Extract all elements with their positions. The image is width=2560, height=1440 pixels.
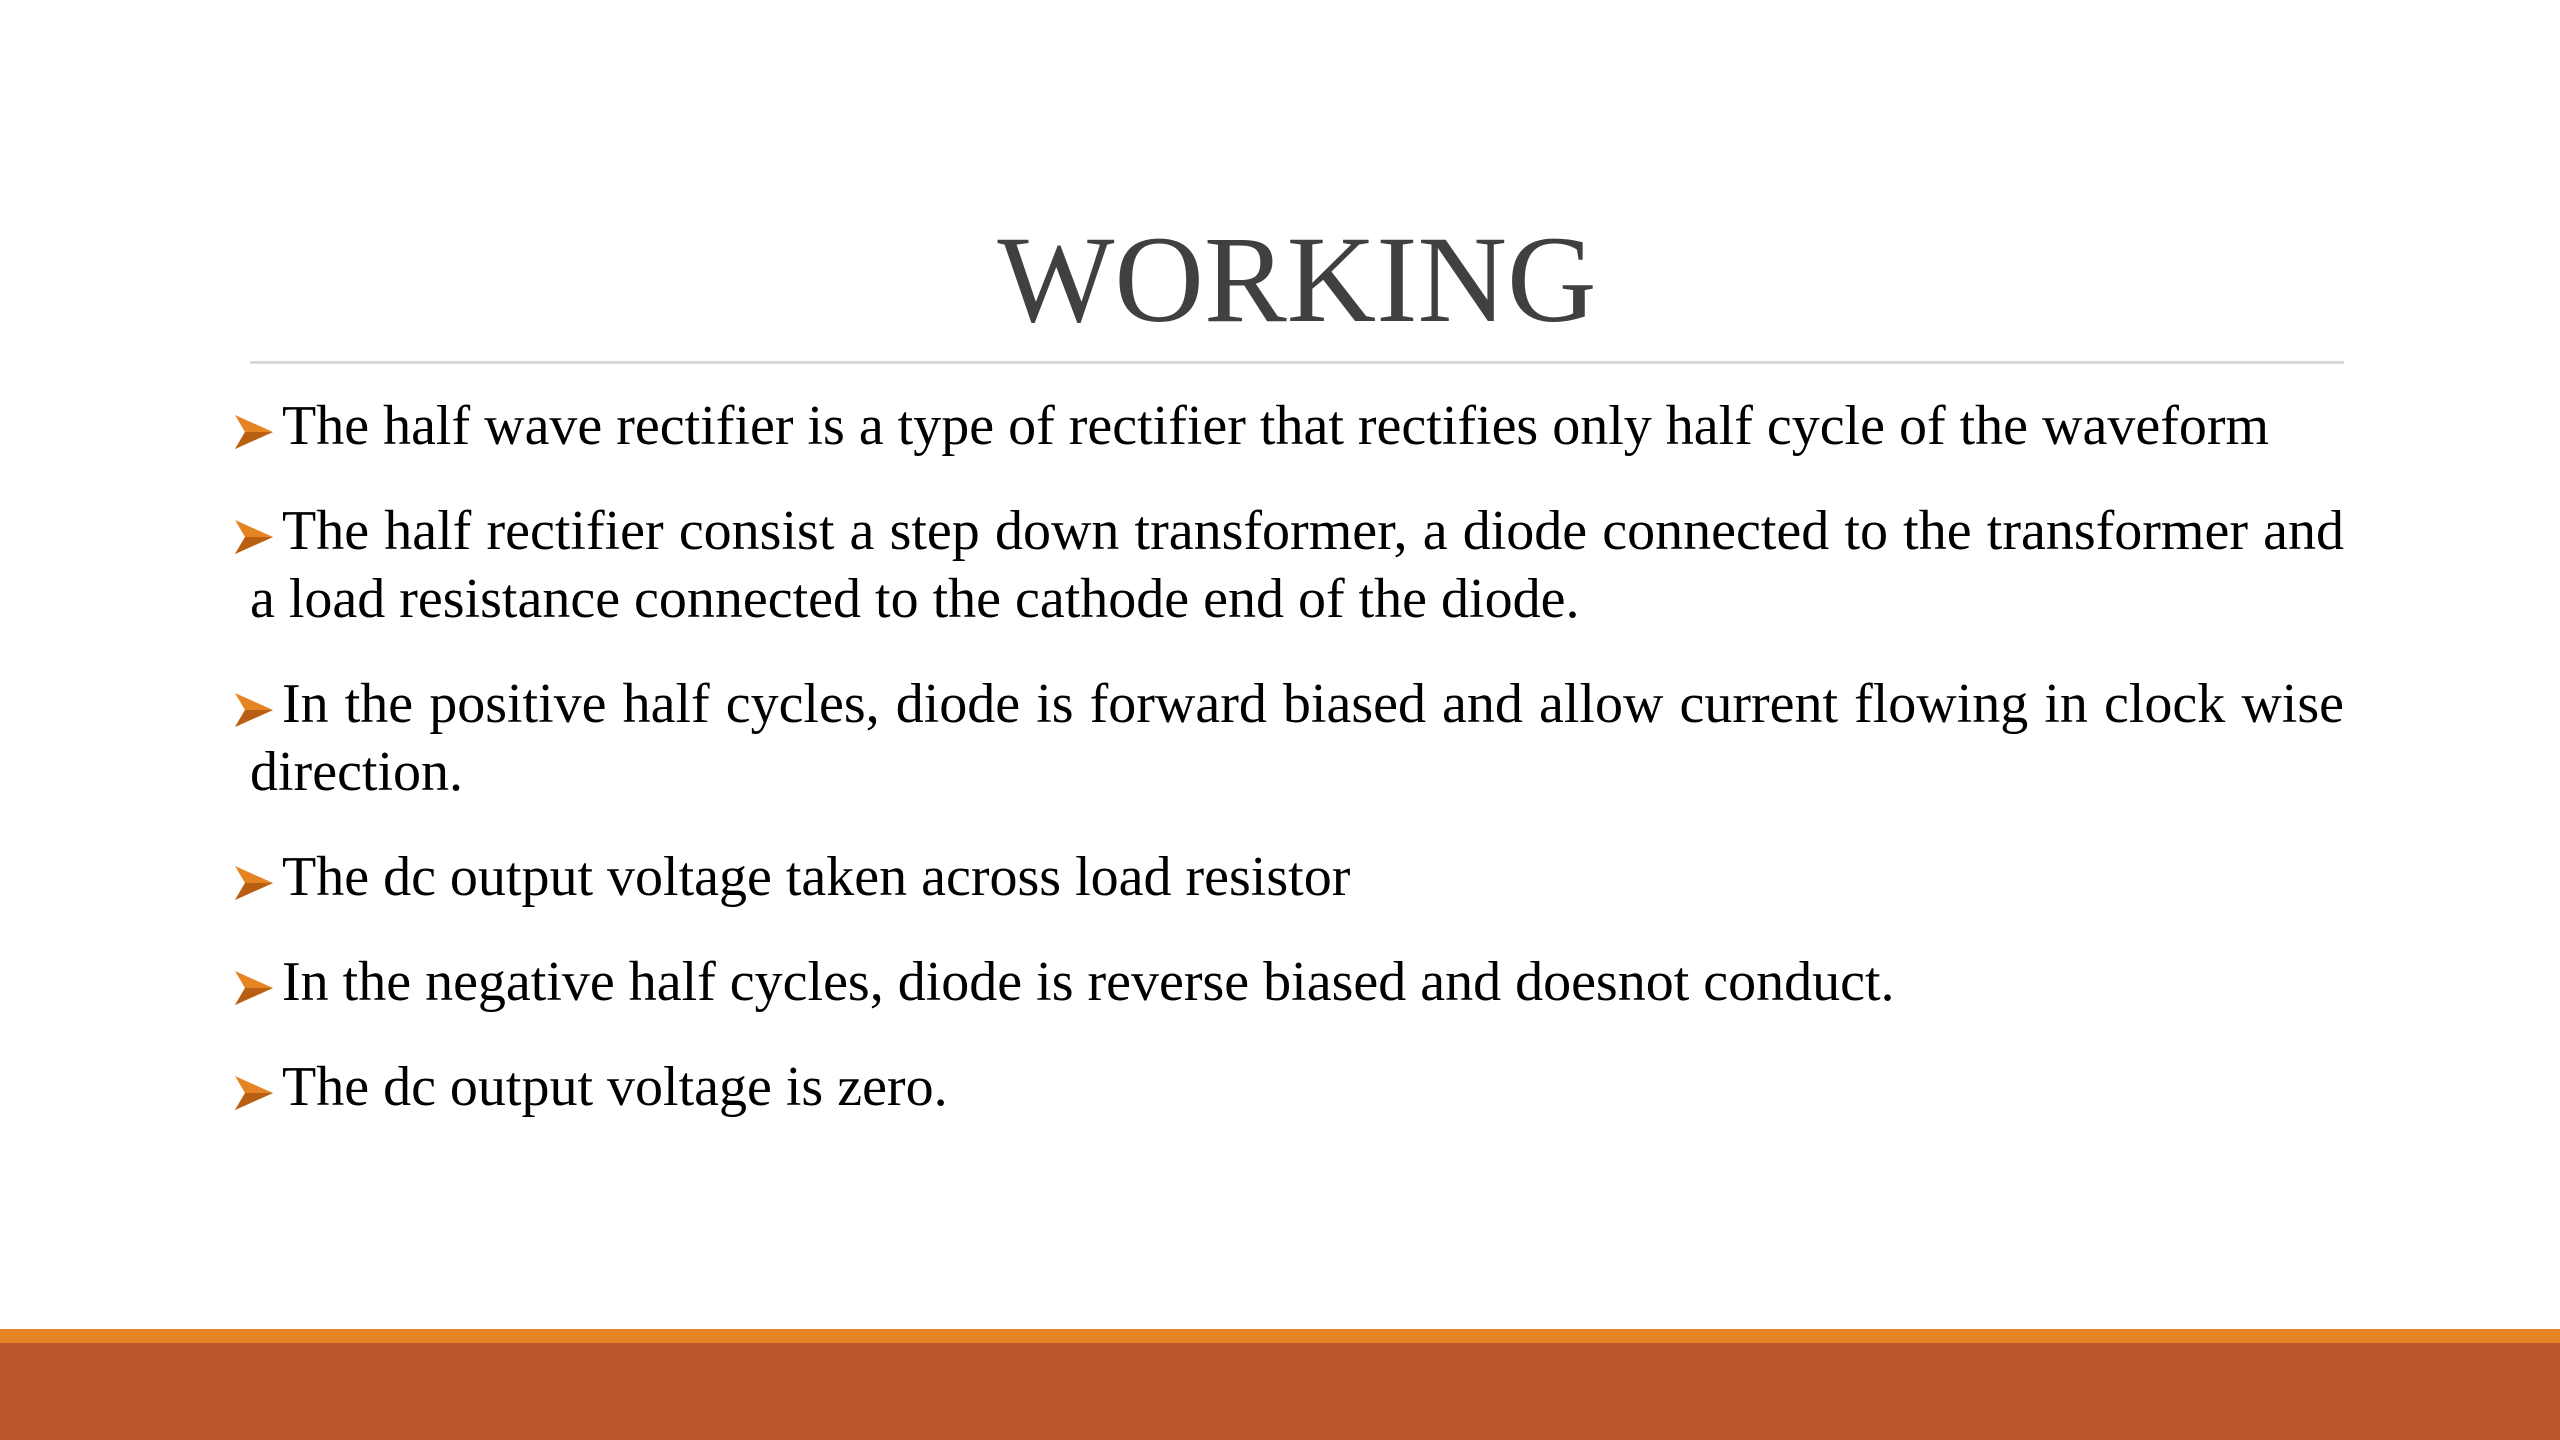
bullet-item [250,670,2344,806]
bullet-text: The half rectifier consist a step down transformer, a diode connected to the transformer and a load resistance connected to the cathode end of the diode. [250,500,2344,630]
footer-bar [0,1343,2560,1440]
arrowhead-bullet-icon [233,689,275,731]
bullet-text: In the positive half cycles, diode is forward biased and allow current flowing in clock wise direction. [250,673,2344,803]
bullet-text: The dc output voltage is zero. [282,1056,948,1118]
bullet-text: In the negative half cycles, diode is reverse biased and doesnot conduct. [282,951,1895,1013]
bullet-item [250,1053,2344,1121]
bullet-text: The half wave rectifier is a type of rectifier that rectifies only half cycle of the waveform [282,395,2270,457]
bullet-item [250,948,2344,1016]
arrowhead-bullet-icon [233,967,275,1009]
bullet-text: The dc output voltage taken across load resistor [282,846,1351,908]
bullet-item [250,497,2344,633]
arrowhead-bullet-icon [233,862,275,904]
bullet-item [250,392,2344,460]
arrowhead-bullet-icon [233,411,275,453]
slide-title: WORKING [997,211,1597,348]
bullet-list [250,392,2344,1158]
title-divider [250,361,2344,364]
arrowhead-bullet-icon [233,516,275,558]
arrowhead-bullet-icon [233,1072,275,1114]
bullet-item [250,843,2344,911]
footer-accent-stripe [0,1329,2560,1343]
